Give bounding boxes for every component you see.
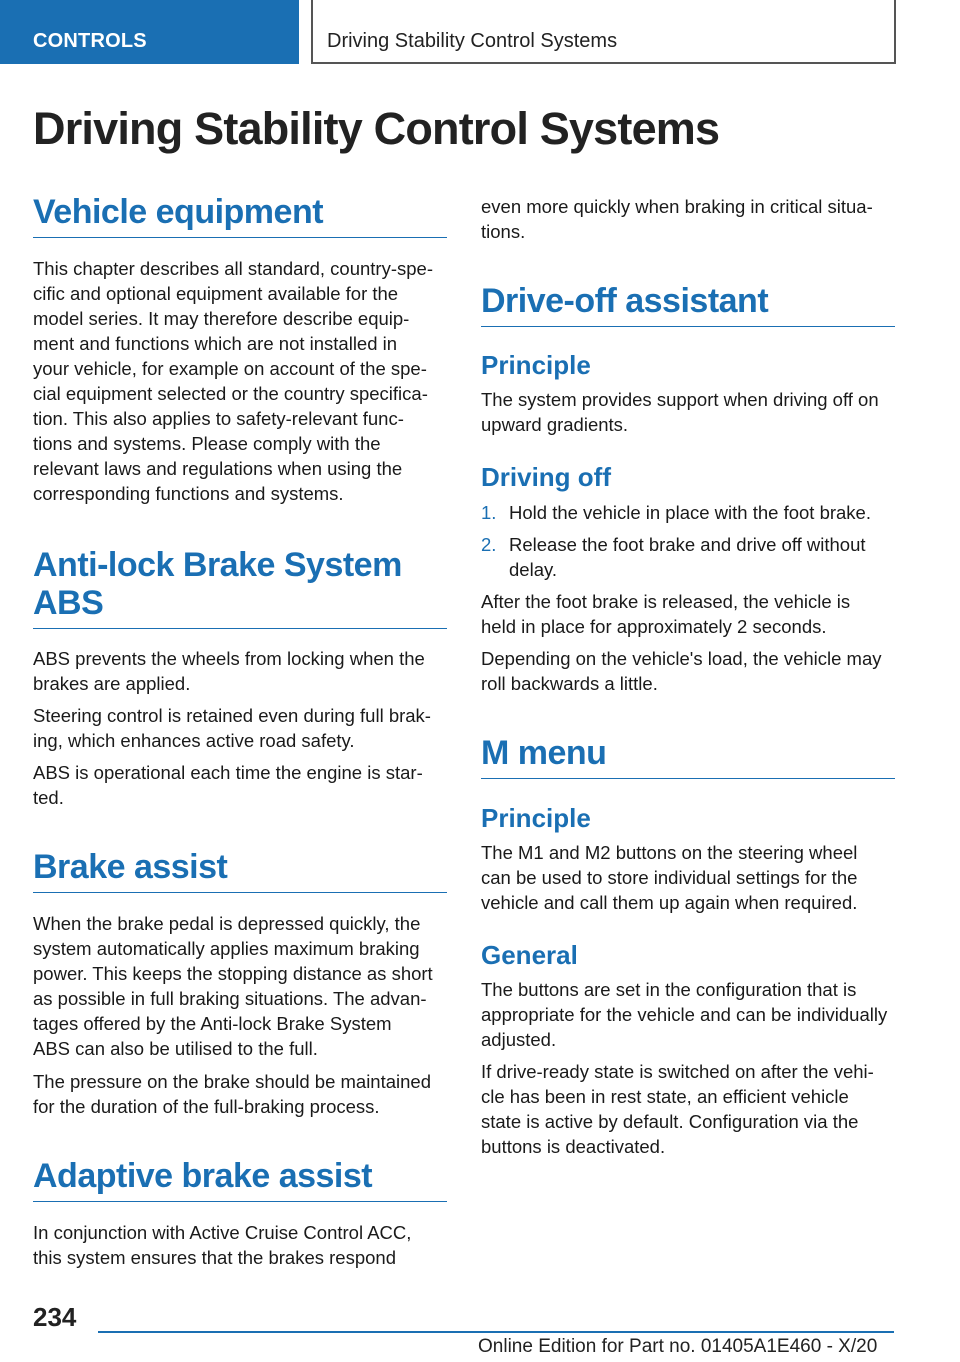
step-number: 2. [481,534,497,555]
heading-driving-off: Driving off [481,462,611,492]
m-menu-principle-text: The M1 and M2 buttons on the steering wheel can be used to store individual settings for the vehicle and call them up again when required. [481,842,858,913]
abs-text-1: ABS prevents the wheels from locking when the brakes are applied. [33,648,425,694]
heading-general: General [481,940,578,970]
drive-off-principle-text: The system provides support when driving off on upward gradients. [481,389,879,435]
adaptive-brake-assist-text: In conjunction with Active Cruise Control ACC, this system ensures that the brakes respond [33,1222,412,1268]
header-title-box [311,0,896,64]
section-tab[interactable]: CONTROLS [0,0,299,64]
step-text: Hold the vehicle in place with the foot brake. [509,502,871,523]
brake-assist-text-2: The pressure on the brake should be maintained for the duration of the full-braking process. [33,1071,432,1117]
heading-drive-off-assistant: Drive-off assistant [481,282,895,327]
page-header [0,0,960,66]
abs-text-3: ABS is operational each time the engine is star- ted. [33,762,423,808]
brake-assist-text-1: When the brake pedal is depressed quickly, the system automatically applies maximum braking power. This keeps the stopping distance as short as possible in full braking situations. The advan- tages offered by the Anti-lock Brake System ABS can also be utilised to the full. [33,913,433,1059]
heading-m-menu: M menu [481,734,895,779]
heading-principle-m-menu: Principle [481,803,591,833]
footer-divider [98,1331,894,1333]
step-text: Release the foot brake and drive off without delay. [509,534,866,580]
page-title: Driving Stability Control Systems [33,103,720,154]
heading-principle-drive-off: Principle [481,350,591,380]
heading-vehicle-equipment: Vehicle equipment [33,193,447,238]
heading-adaptive-brake-assist: Adaptive brake assist [33,1157,447,1202]
continuation-text: even more quickly when braking in critical situa- tions. [481,196,873,242]
heading-brake-assist: Brake assist [33,848,447,893]
drive-off-text-1: After the foot brake is released, the vehicle is held in place for approximately 2 seconds. [481,591,851,637]
header-title: Driving Stability Control Systems [327,30,618,52]
general-text-2: If drive-ready state is switched on after the vehi- cle has been in rest state, an efficient vehicle state is active by default. Configuration via the buttons is deactivated. [481,1061,874,1157]
step-number: 1. [481,502,497,523]
general-text-1: The buttons are set in the configuration that is appropriate for the vehicle and can be individually adjusted. [481,979,888,1050]
drive-off-text-2: Depending on the vehicle's load, the vehicle may roll backwards a little. [481,648,882,694]
page-number: 234 [33,1302,77,1332]
list-item [481,500,895,525]
heading-abs: Anti-lock Brake System ABS [33,546,447,629]
vehicle-equipment-text: This chapter describes all standard, country-spe- cific and optional equipment available for the model series. It may therefore describe equip- ment and functions which are not installed in your vehicle, for example on account of the spe- cial equipment selected or the country specifica- tion. This also applies to safety-relevant func- tions and systems. Please comply with the relevant laws and regulations when using the corresponding functions and systems. [33,258,433,504]
abs-text-2: Steering control is retained even during full brak- ing, which enhances active road safety. [33,705,431,751]
list-item [481,532,895,582]
footer-edition[interactable]: Online Edition for Part no. 01405A1E460 - X/20 [478,1336,878,1357]
